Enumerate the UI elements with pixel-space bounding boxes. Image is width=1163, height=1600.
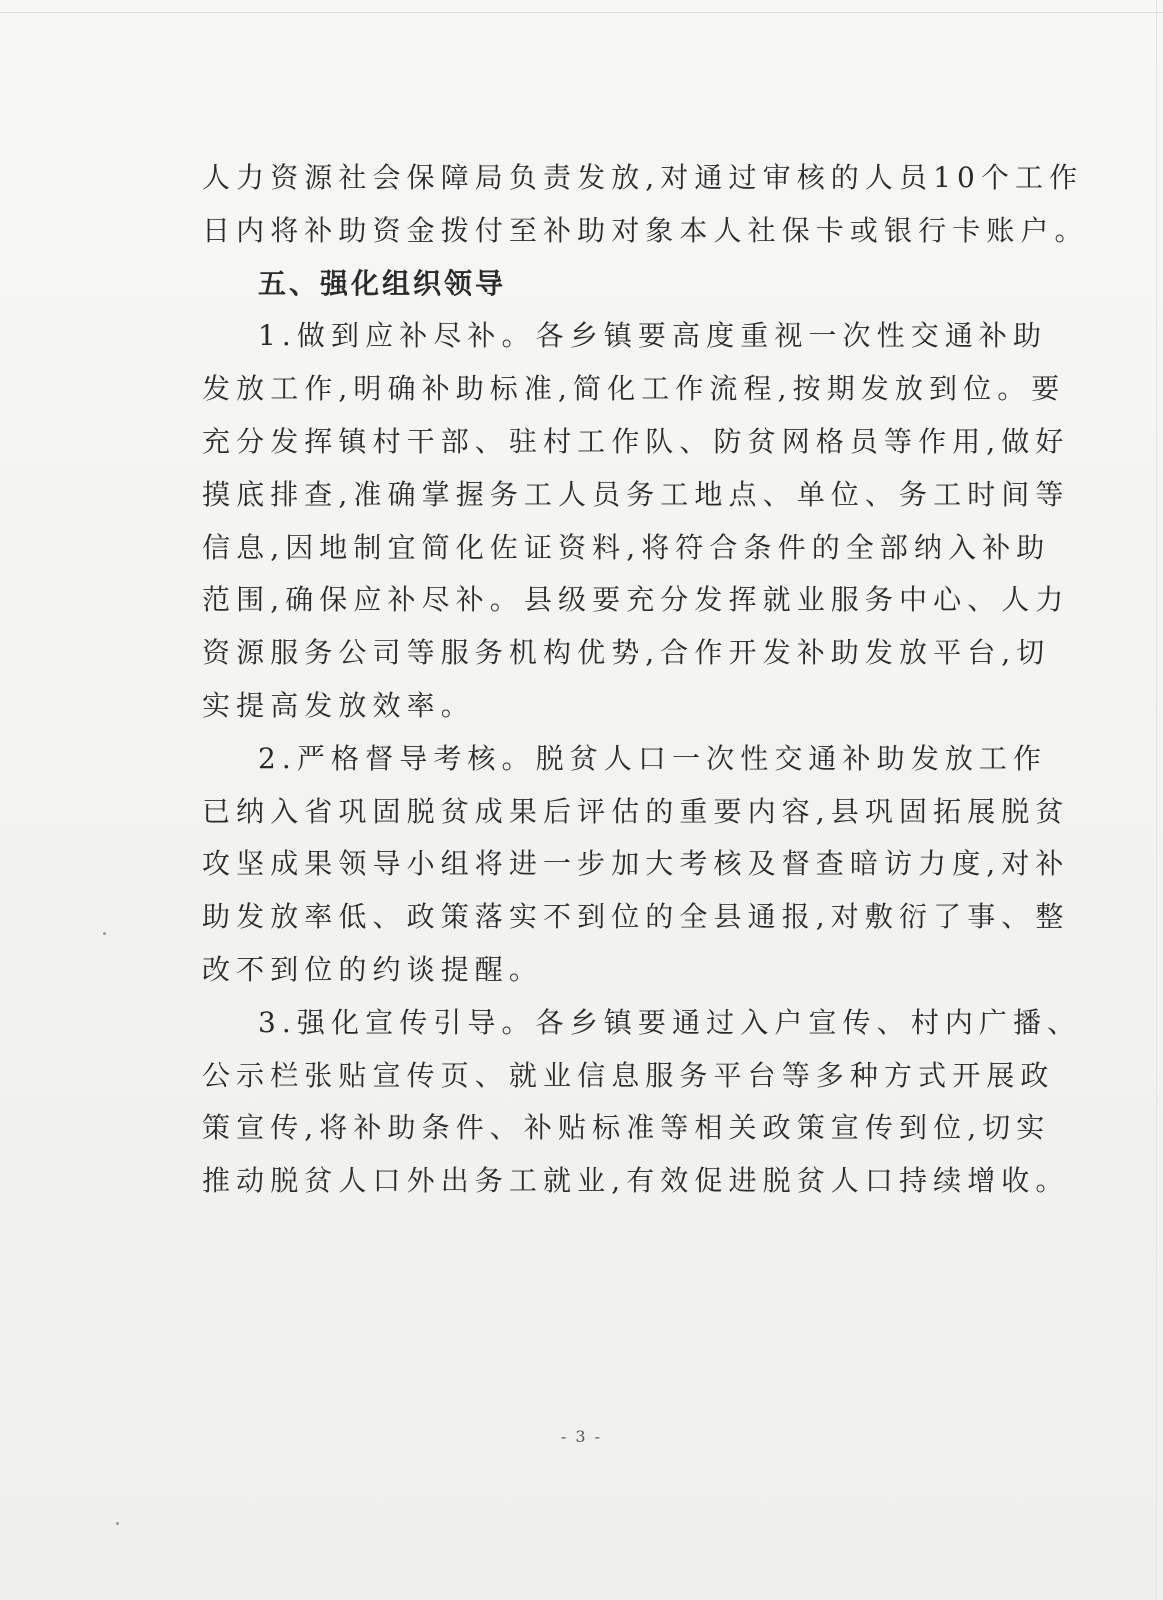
text-line: 已纳入省巩固脱贫成果后评估的重要内容,县巩固拓展脱贫 (202, 794, 1070, 828)
text-line: 助发放率低、政策落实不到位的全县通报,对敷衍了事、整 (202, 900, 1070, 934)
text-line: 推动脱贫人口外出务工就业,有效促进脱贫人口持续增收。 (202, 1164, 1070, 1198)
scan-edge-right (1156, 0, 1157, 1600)
document-body (202, 152, 1089, 1208)
text-line: 1.做到应补尽补。各乡镇要高度重视一次性交通补助 (258, 319, 1048, 353)
text-line: 实提高发放效率。 (202, 688, 475, 722)
text-line: 策宣传,将补助条件、补贴标准等相关政策宣传到位,切实 (202, 1111, 1051, 1145)
text-line: 公示栏张贴宣传页、就业信息服务平台等多种方式开展政 (202, 1058, 1055, 1092)
text-line: 改不到位的约谈提醒。 (202, 952, 544, 986)
text-line: 资源服务公司等服务机构优势,合作开发补助发放平台,切 (202, 636, 1051, 670)
text-line: 摸底排查,准确掌握务工人员务工地点、单位、务工时间等 (202, 477, 1070, 511)
text-line: 人力资源社会保障局负责发放,对通过审核的人员10个工作 (202, 161, 1084, 194)
section-heading: 五、强化组织领导 (258, 266, 507, 300)
scan-edge-top (0, 12, 1163, 13)
page-number: - 3 - (560, 1427, 603, 1446)
text-line: 信息,因地制宜简化佐证资料,将符合条件的全部纳入补助 (202, 530, 1051, 564)
text-line: 范围,确保应补尽补。县级要充分发挥就业服务中心、人力 (202, 583, 1070, 617)
text-line: 3.强化宣传引导。各乡镇要通过入户宣传、村内广播、 (258, 1005, 1082, 1039)
text-line: 2.严格督导考核。脱贫人口一次性交通补助发放工作 (258, 741, 1048, 775)
scan-speck (103, 932, 106, 935)
scan-speck (116, 1522, 119, 1525)
text-line: 攻坚成果领导小组将进一步加大考核及督查暗访力度,对补 (202, 847, 1070, 881)
text-line: 日内将补助资金拨付至补助对象本人社保卡或银行卡账户。 (202, 213, 1089, 247)
text-line: 充分发挥镇村干部、驻村工作队、防贫网格员等作用,做好 (202, 424, 1070, 458)
text-line: 发放工作,明确补助标准,简化工作流程,按期发放到位。要 (202, 372, 1066, 406)
